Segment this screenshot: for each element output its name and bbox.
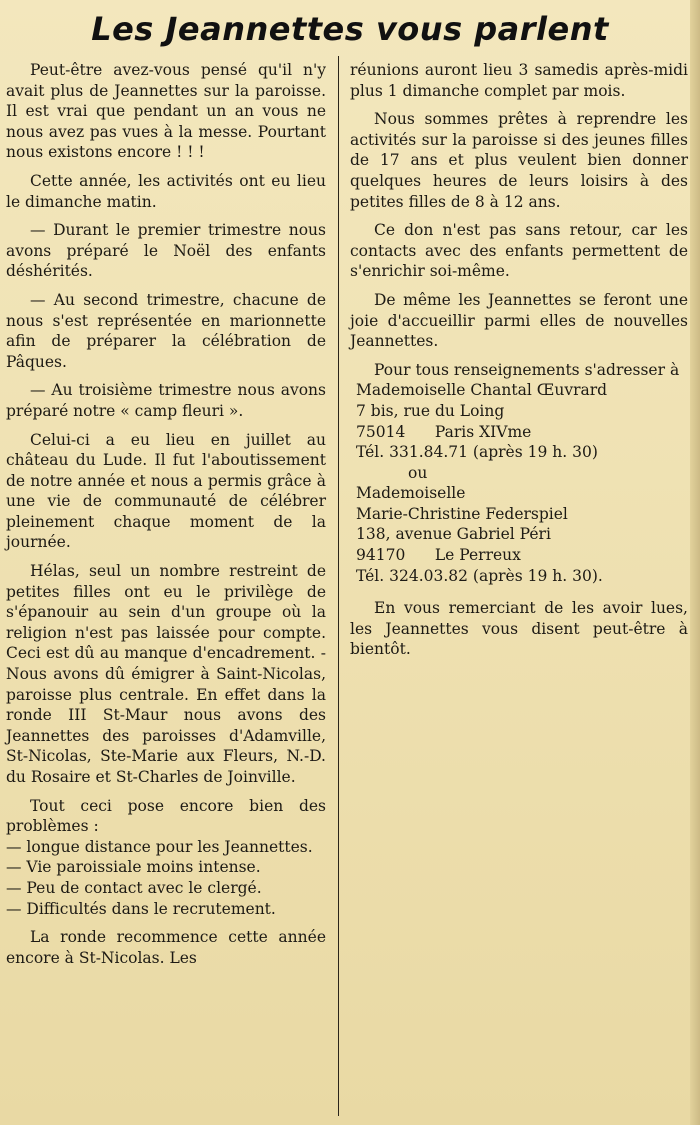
paragraph: — Au second trimestre, chacune de nous s'est représentée en marionnette afin de préparer la célébration de Pâques. xyxy=(6,290,326,371)
contact-line: Mademoiselle Chantal Œuvrard xyxy=(356,381,608,400)
paragraph: De même les Jeannettes se feront une joie d'accueillir parmi elles de nouvelles Jeannettes. xyxy=(350,290,688,351)
left-column xyxy=(6,60,326,976)
paragraph: Nous sommes prêtes à reprendre les activités sur la paroisse si des jeunes filles de 17 ans et plus veulent bien donner quelques heures de leurs loisirs à des petites filles de 8 à 12 ans. xyxy=(350,110,688,211)
paragraph: Pour tous renseignements s'adresser à xyxy=(374,360,680,379)
page-edge xyxy=(690,0,700,1125)
paragraph: — Au troisième trimestre nous avons préparé notre « camp fleuri ». xyxy=(6,381,326,420)
paragraph: Peut-être avez-vous pensé qu'il n'y avait plus de Jeannettes sur la paroisse. Il est vrai que pendant un an vous ne nous avez pas vues à la messe. Pourtant nous existons encore ! ! ! xyxy=(6,61,326,162)
contact-phone: Tél. 324.03.82 (après 19 h. 30). xyxy=(356,566,603,585)
list-item: — Peu de contact avec le clergé. xyxy=(6,878,262,897)
list-item: — longue distance pour les Jeannettes. xyxy=(6,837,313,856)
paragraph: réunions auront lieu 3 samedis après-midi plus 1 dimanche complet par mois. xyxy=(350,61,688,100)
paragraph: Celui-ci a eu lieu en juillet au château du Lude. Il fut l'aboutissement de notre année et nous a permis grâce à une vie de communauté de célébrer pleinement chaque moment de la journée. xyxy=(6,430,326,552)
contact-line: 138, avenue Gabriel Péri xyxy=(356,525,551,544)
contact-line: 75014 Paris XIVme xyxy=(356,422,532,441)
list-item: — Difficultés dans le recrutement. xyxy=(6,899,276,918)
article-title: Les Jeannettes vous parlent xyxy=(91,10,609,48)
contact-line: 94170 Le Perreux xyxy=(356,546,521,565)
paragraph: Tout ceci pose encore bien des problèmes : xyxy=(6,796,326,836)
or-separator: ou xyxy=(408,463,428,482)
paragraph: — Durant le premier trimestre nous avons préparé le Noël des enfants déshérités. xyxy=(6,221,326,281)
paragraph: Ce don n'est pas sans retour, car les contacts avec des enfants permettent de s'enrichir soi-même. xyxy=(350,221,688,281)
contact-line: Mademoiselle xyxy=(356,484,466,503)
contact-line: Marie-Christine Federspiel xyxy=(356,504,568,523)
contact-line: 7 bis, rue du Loing xyxy=(356,401,505,420)
contact-phone: Tél. 331.84.71 (après 19 h. 30) xyxy=(356,443,598,462)
column-divider xyxy=(338,56,339,1116)
list-item: — Vie paroissiale moins intense. xyxy=(6,858,261,877)
paragraph: La ronde recommence cette année encore à St-Nicolas. Les xyxy=(6,928,326,967)
paragraph: Cette année, les activités ont eu lieu le dimanche matin. xyxy=(6,171,326,211)
problem-list xyxy=(6,837,326,919)
contact-block-2 xyxy=(350,483,688,586)
paragraph: Hélas, seul un nombre restreint de petites filles ont eu le privilège de s'épanouir au sein d'un groupe où la religion n'est pas laissée pour compte. Ceci est dû au manque d'encadrement. - Nous avons dû émigrer à Saint-Nicolas, paroisse plus centrale. En effet dans la ronde III St-Maur nous avons des Jeannettes des paroisses d'Adamville, St-Nicolas, Ste-Marie aux Fleurs, N.-D. du Rosaire et St-Charles de Joinville. xyxy=(6,562,326,786)
paragraph: En vous remerciant de les avoir lues, les Jeannettes vous disent peut-être à bientôt. xyxy=(350,599,688,659)
contact-block-1 xyxy=(350,380,688,462)
right-column xyxy=(350,60,688,668)
